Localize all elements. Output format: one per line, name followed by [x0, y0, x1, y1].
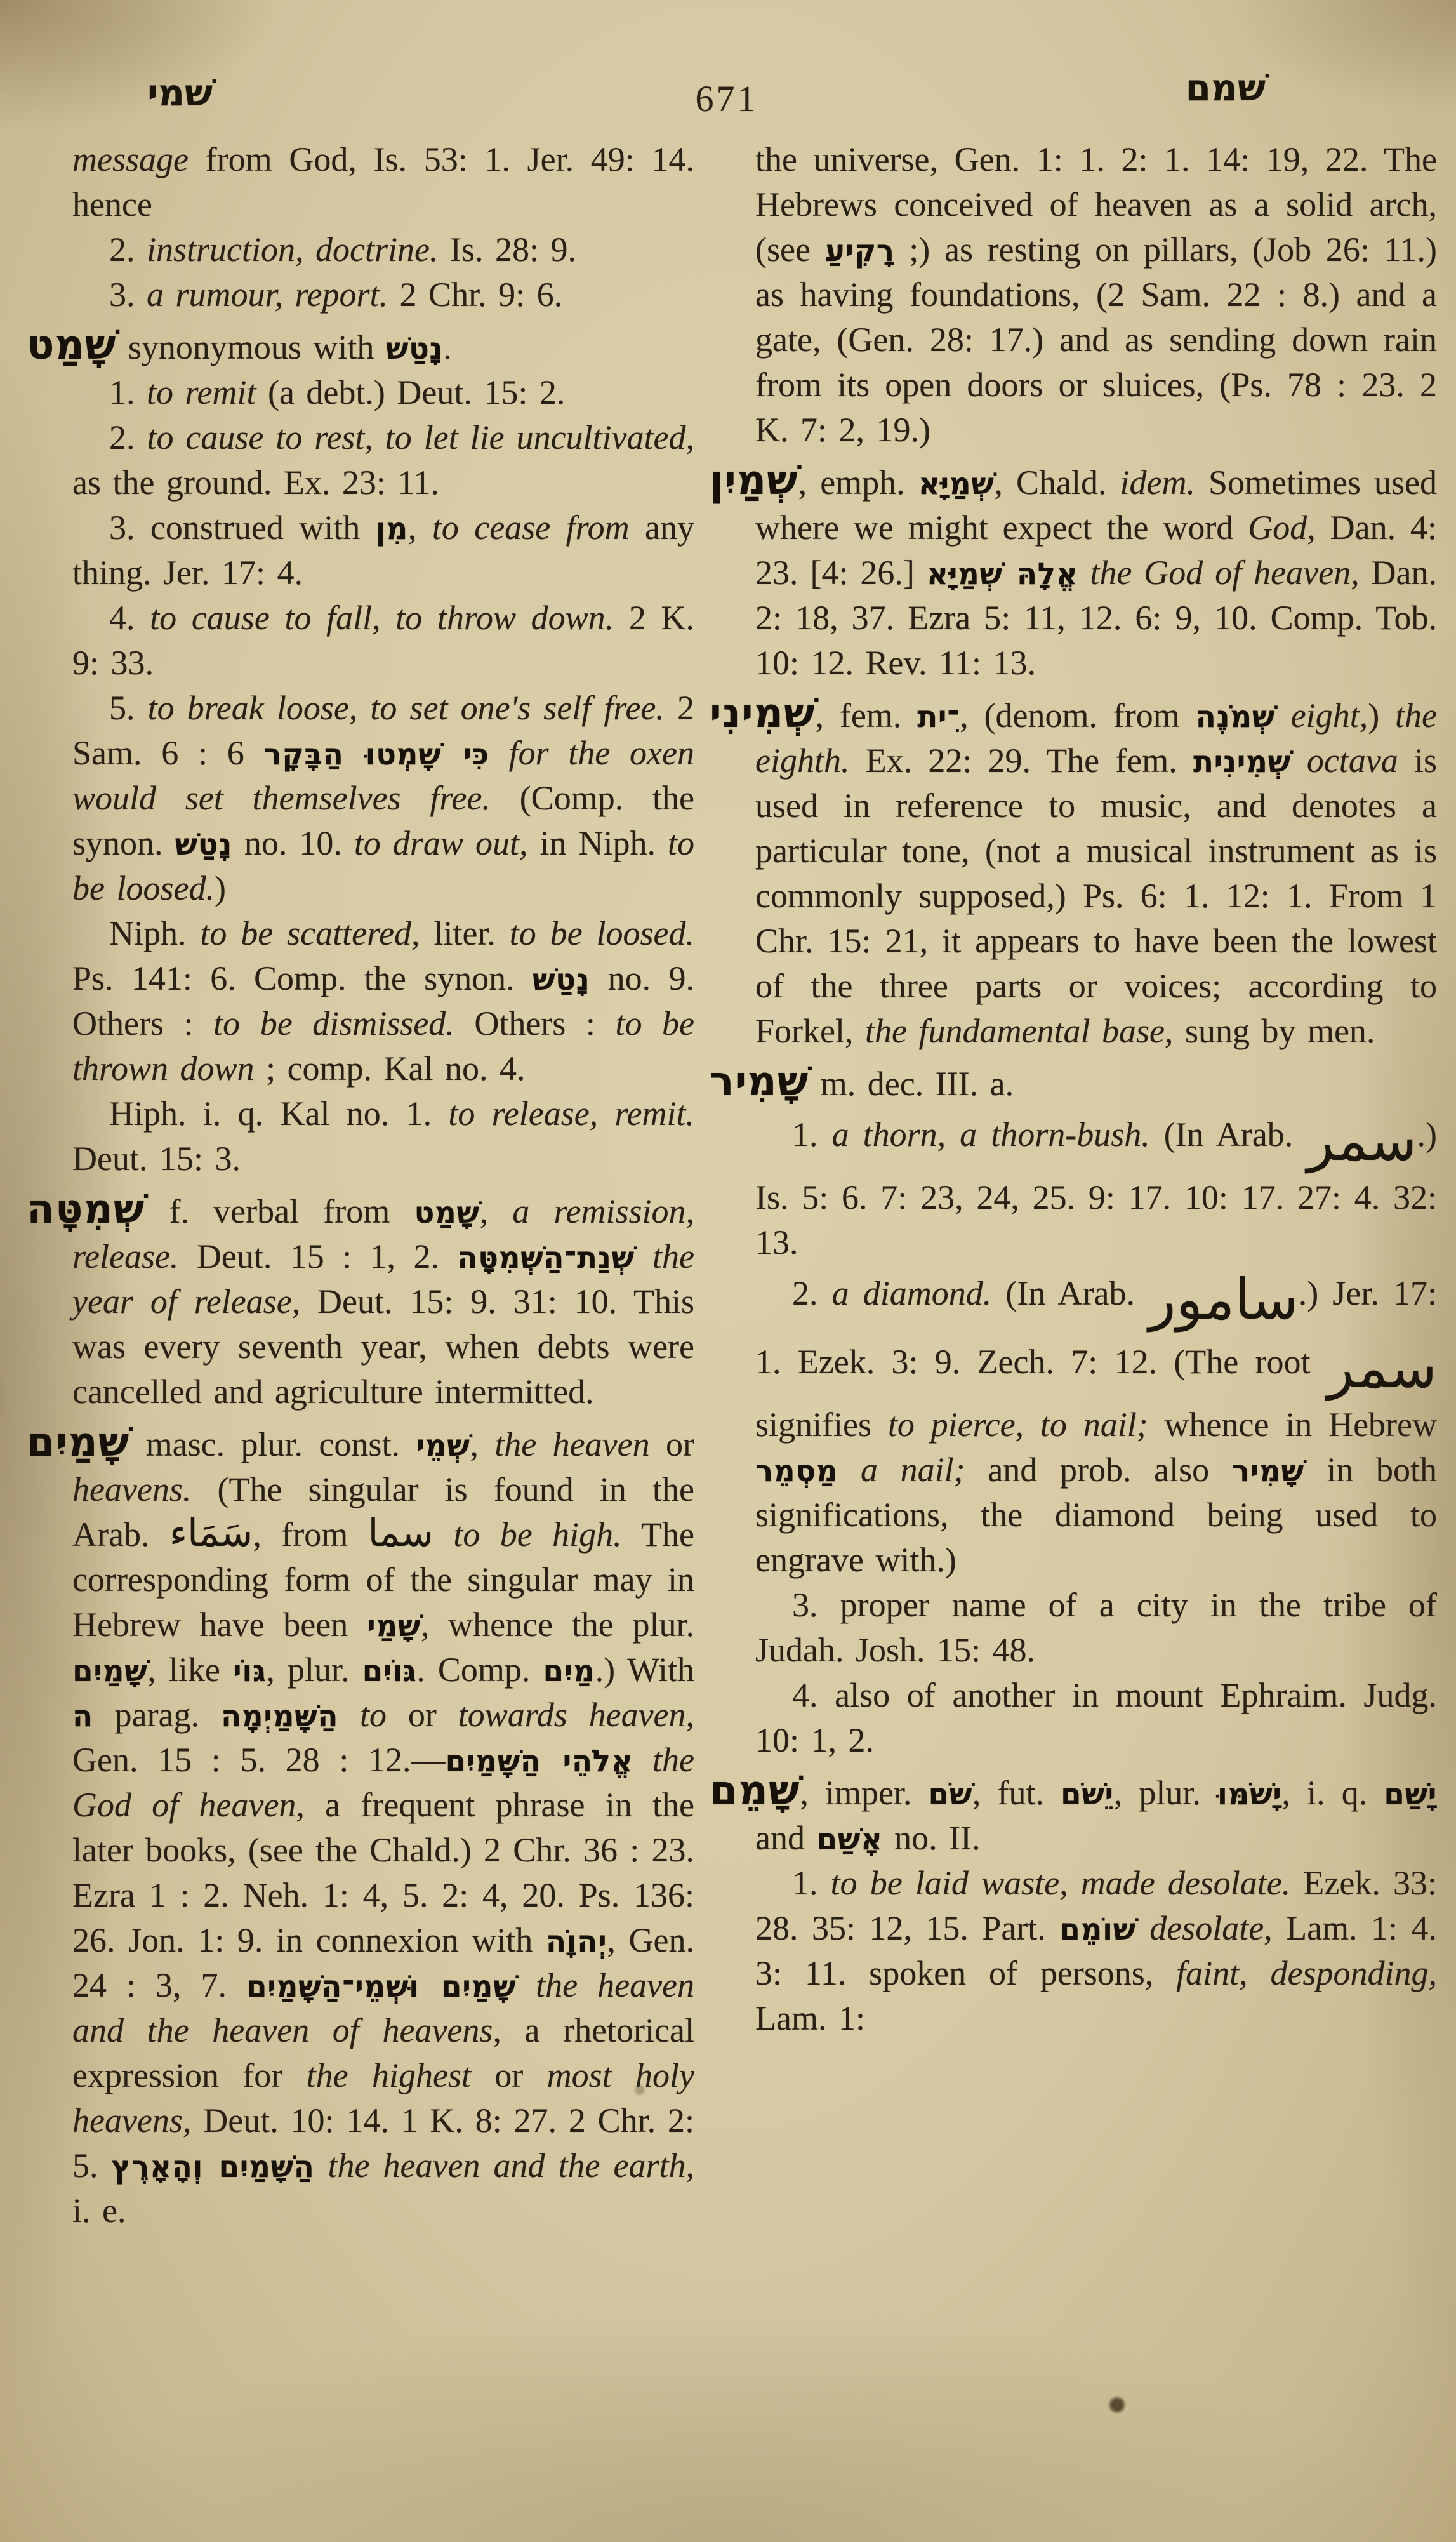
text-run: Gen. 15 : 5. 28 : 12.—: [72, 1741, 446, 1779]
text-run: ,: [470, 1425, 495, 1463]
text-run: (In Arab.: [1149, 1115, 1307, 1154]
text-run: 1.: [109, 373, 147, 411]
entry-paragraph: [27, 322, 694, 370]
text-run: 2 Sam. 6 : 6: [72, 689, 694, 772]
text-run: 3. construed with: [109, 509, 376, 547]
italic-run: the heaven: [494, 1425, 650, 1463]
hebrew-word: שְׁמֵי: [416, 1428, 470, 1463]
text-run: [489, 734, 509, 772]
italic-run: to draw out,: [354, 824, 528, 862]
hebrew-word: מַיִם: [543, 1654, 595, 1689]
arabic-word-large: سمر: [1327, 1335, 1437, 1401]
text-run: 5.: [109, 689, 148, 727]
paragraph: [72, 227, 694, 272]
text-run: (In Arab.: [991, 1274, 1149, 1312]
paragraph: [755, 1583, 1437, 1673]
italic-run: to pierce, to nail;: [887, 1406, 1148, 1444]
text-run: 2.: [792, 1274, 832, 1312]
text-run: 1.: [792, 1115, 832, 1154]
text-run: in Niph.: [527, 824, 668, 862]
text-run: masc. plur. const.: [129, 1425, 416, 1463]
italic-run: to: [359, 1696, 387, 1734]
text-run: ; comp. Kal no. 4.: [254, 1049, 526, 1088]
text-run: , whence the plur.: [420, 1606, 694, 1644]
paragraph: [72, 137, 694, 227]
text-run: , plur.: [1113, 1774, 1217, 1812]
italic-run: to release, remit.: [448, 1095, 694, 1133]
text-run: , (denom. from: [960, 696, 1196, 735]
italic-run: to be laid waste, made desolate.: [830, 1864, 1291, 1902]
hebrew-word: מִן: [375, 512, 408, 547]
entry-paragraph: [27, 1419, 695, 2233]
text-run: a frequent phrase in the later books, (see the Chald.) 2 Chr. 36 : 23. Ezra 1 : 2. Neh. 1: 4, 5. 2: 4, 20. Ps. 136: 26. Jon. 1: 9. in connexion with: [72, 1786, 694, 1959]
text-run: no. II.: [882, 1819, 981, 1857]
text-run: ): [214, 869, 226, 907]
arabic-word: سما: [367, 1511, 433, 1555]
hebrew-word: אֱלָהּ שְׁמַיָּא: [926, 557, 1078, 592]
text-run: the universe, Gen. 1: 1. 2: 1. 14: 19, 22. The Hebrews conceived of heaven as a solid arch, (see: [755, 140, 1437, 269]
hebrew-word: שָׁמַי: [366, 1609, 421, 1644]
hebrew-word: שְׁנַת־הַשְּׁמִטָּה: [457, 1241, 635, 1275]
paragraph: [755, 1265, 1437, 1583]
hebrew-word: שָׁמַט: [414, 1195, 480, 1230]
hebrew-word: נָטַשׁ: [533, 962, 590, 997]
hebrew-word: שְׁמַיָּא: [918, 467, 995, 502]
italic-run: to cause to fall, to throw down.: [150, 599, 614, 637]
italic-run: the year of release,: [72, 1237, 694, 1321]
page-number: 671: [695, 78, 758, 119]
text-run: whence in Hebrew: [1148, 1406, 1437, 1444]
header-hebrew-right: שׁמם: [1185, 66, 1266, 109]
text-run: 4.: [109, 599, 150, 637]
text-run: or: [649, 1425, 694, 1463]
text-run: , like: [147, 1651, 233, 1689]
text-run: , Gen. 24 : 3, 7.: [72, 1921, 694, 2004]
italic-run: a diamond.: [831, 1274, 992, 1312]
paragraph: [72, 1091, 694, 1181]
text-run: m. dec. III. a.: [809, 1065, 1014, 1103]
hebrew-word: גּוֹיִם: [362, 1654, 417, 1689]
text-run: signifies: [755, 1406, 888, 1444]
italic-run: eight,: [1290, 696, 1368, 735]
text-run: 2.: [109, 230, 147, 269]
text-run: Lam. 1: 4. 3: 11. spoken of persons,: [755, 1909, 1437, 1992]
text-run: 2 Chr. 9: 6.: [388, 276, 563, 314]
text-run: i. e.: [72, 2192, 126, 2230]
hebrew-headword: שָׁמַיִם: [27, 1419, 130, 1466]
italic-run: octava: [1306, 742, 1398, 780]
hebrew-word: שָׁמַיִם וּשְׁמֵי־הַשָּׁמַיִם: [246, 1969, 517, 2004]
text-run: from God, Is. 53: 1. Jer. 49: 14. hence: [72, 140, 694, 223]
text-run: Ezek. 33: 28. 35: 12, 15. Part.: [755, 1864, 1437, 1947]
hebrew-headword: שָׁמִיר: [710, 1058, 809, 1105]
text-run: ;) as resting on pillars, (Job 26: 11.) as having foundations, (2 Sam. 22 : 8.) and a gate, (Gen. 28: 17.) and as sending down rain from its open doors or sluices, (Ps. 78 : 23. 2 K. 7: 2, 19.): [755, 230, 1437, 449]
italic-run: the heaven and the heaven of heavens,: [72, 1966, 694, 2049]
italic-run: instruction, doctrine.: [147, 230, 439, 269]
text-run: [838, 1451, 861, 1489]
text-run: 2 K. 9: 33.: [72, 599, 694, 682]
italic-run: a remission, release.: [72, 1192, 695, 1275]
hebrew-headword: שְׁמִינִי: [710, 690, 816, 737]
hebrew-word: שְׁמִינִית: [1193, 745, 1291, 780]
italic-run: towards heaven,: [458, 1696, 695, 1734]
hebrew-word: אֱלֹהֵי הַשָּׁמַיִם: [445, 1744, 633, 1779]
italic-run: the God of heaven,: [72, 1741, 694, 1824]
text-run: Ex. 22: 29. The fem.: [849, 742, 1193, 780]
italic-run: desolate,: [1149, 1909, 1273, 1947]
text-run: Dan. 2: 18, 37. Ezra 5: 11, 12. 6: 9, 10. Comp. Tob. 10: 12. Rev. 11: 13.: [755, 554, 1438, 682]
text-run: , imper.: [800, 1774, 929, 1812]
hebrew-word: נָטַשׁ: [385, 331, 444, 366]
hebrew-word: יֵשֹׁם: [1061, 1777, 1114, 1812]
text-run: Sometimes used where we might expect the word: [755, 463, 1437, 547]
text-run: a rhetorical expression for: [72, 2011, 694, 2094]
text-run: 1.: [792, 1864, 831, 1902]
italic-run: a nail;: [860, 1451, 965, 1489]
text-run: Deut. 15: 3.: [72, 1140, 241, 1178]
hebrew-word: שְׁמֹנֶה: [1195, 700, 1275, 735]
text-run: Ps. 141: 6. Comp. the synon.: [72, 959, 533, 997]
hebrew-word: הַשָּׁמַיִם וְהָאָרֶץ: [111, 2150, 315, 2185]
text-run: synonymous with: [116, 328, 386, 366]
entry-paragraph: [710, 457, 1438, 686]
text-run: as the ground. Ex. 23: 11.: [72, 463, 439, 502]
hebrew-word: אָשַׁם: [816, 1822, 883, 1857]
text-run: [338, 1696, 360, 1734]
paragraph: [72, 911, 694, 1091]
hebrew-word: שׁוֹמֵם: [1059, 1912, 1136, 1947]
paragraph: [72, 686, 694, 911]
paragraph: [755, 1673, 1437, 1763]
column-left: [27, 137, 694, 2233]
text-run: .) With: [595, 1651, 694, 1689]
text-run: , fem.: [815, 696, 918, 735]
text-run: and: [755, 1819, 817, 1857]
entry-paragraph: [27, 1186, 695, 1414]
text-run: Deut. 15: 9. 31: 10. This was every seventh year, when debts were cancelled and agriculture intermitted.: [72, 1282, 694, 1411]
italic-run: a rumour, report.: [147, 276, 388, 314]
text-run: and prob. also: [965, 1451, 1232, 1489]
paragraph: [72, 415, 694, 505]
entry-paragraph: [710, 690, 1438, 1054]
text-run: , plur.: [266, 1651, 362, 1689]
hebrew-word: מַסְמֵר: [755, 1454, 838, 1489]
header-hebrew-left: שׁמי: [147, 71, 213, 114]
hebrew-word: הַשָּׁמַיְמָה: [220, 1699, 339, 1734]
text-run: 3.: [109, 276, 147, 314]
text-run: [633, 1741, 652, 1779]
text-run: f. verbal from: [145, 1192, 414, 1230]
italic-run: faint, desponding,: [1176, 1954, 1437, 1992]
italic-run: to be high.: [453, 1515, 622, 1554]
paragraph: [72, 505, 694, 596]
hebrew-word: רָקִיעַ: [824, 234, 895, 269]
text-run: Deut. 15 : 1, 2.: [178, 1237, 458, 1275]
text-run: (Comp. the synon.: [72, 779, 694, 862]
hebrew-headword: שָׁמַט: [27, 322, 117, 369]
paragraph: [755, 1861, 1437, 2041]
text-run: Lam. 1:: [755, 1999, 865, 2037]
hebrew-word: שֹׁם: [928, 1777, 972, 1812]
entry-paragraph: [710, 1058, 1437, 1107]
text-run: 3. proper name of a city in the tribe of Judah. Josh. 15: 48.: [755, 1586, 1437, 1669]
running-head: [0, 0, 1456, 119]
text-run: Deut. 10: 14. 1 K. 8: 27. 2 Chr. 2: 5.: [72, 2101, 694, 2185]
hebrew-headword: שָׁמֵם: [710, 1767, 800, 1814]
text-run: , from: [253, 1515, 368, 1554]
italic-run: idem.: [1120, 463, 1195, 502]
text-run: in both significations, the diamond being used to engrave with.): [755, 1451, 1438, 1579]
paragraph: [755, 137, 1437, 453]
text-run: . Comp.: [416, 1651, 543, 1689]
arabic-word: سَمَاء: [169, 1511, 253, 1555]
hebrew-word: שָׁמַיִם: [72, 1654, 148, 1689]
italic-run: for the oxen would set themselves free.: [72, 734, 694, 817]
italic-run: the highest: [306, 2056, 471, 2094]
italic-run: to remit: [147, 373, 256, 411]
italic-run: to be dismissed.: [213, 1004, 454, 1042]
text-run: [1291, 742, 1307, 780]
column-right: [710, 137, 1437, 2233]
italic-run: the heaven and the earth,: [328, 2146, 694, 2185]
paragraph: [72, 370, 694, 415]
text-run: is used in reference to music, and denotes a particular tone, (not a musical instrument as is commonly supposed,) Ps. 6: 1. 12: 1. From 1 Chr. 15: 21, it appears to have been the lowest of the three parts or voices; according to Forkel,: [755, 742, 1437, 1050]
text-run: , i. q.: [1281, 1774, 1384, 1812]
text-run: (a debt.) Deut. 15: 2.: [256, 373, 566, 411]
italic-run: to break loose, to set one's self free.: [147, 689, 665, 727]
text-run: [1136, 1909, 1149, 1947]
entry-paragraph: [710, 1767, 1437, 1861]
hebrew-word: שָׁמִיר: [1231, 1454, 1304, 1489]
text-run: , emph.: [798, 463, 918, 502]
hebrew-word: יְהוָֹה: [545, 1924, 607, 1959]
text-run: Niph.: [109, 914, 201, 952]
italic-run: the fundamental base,: [865, 1012, 1174, 1050]
text-run: [314, 2146, 328, 2185]
text-run: , fut.: [972, 1774, 1061, 1812]
text-run: , Chald.: [994, 463, 1120, 502]
text-run: or: [386, 1696, 458, 1734]
text-run: .: [443, 328, 452, 366]
arabic-word-large: سامور: [1149, 1267, 1299, 1332]
hebrew-word: נָטַשׁ: [175, 827, 232, 862]
italic-run: to be thrown down: [72, 1004, 694, 1088]
text-run: 4. also of another in mount Ephraim. Judg. 10: 1, 2.: [755, 1676, 1437, 1759]
hebrew-headword: שְׁמַיִן: [710, 457, 798, 504]
italic-run: to be loosed.: [72, 824, 695, 907]
text-run: The corresponding form of the singular may in Hebrew have been: [72, 1515, 695, 1644]
text-run: [1275, 696, 1291, 735]
text-run: any thing. Jer. 17: 4.: [72, 509, 695, 592]
text-run: liter.: [420, 914, 510, 952]
italic-run: to cease from: [432, 509, 630, 547]
text-run: [516, 1966, 536, 2004]
text-run: [635, 1237, 652, 1275]
italic-run: to be scattered,: [200, 914, 420, 952]
italic-run: the God of heaven,: [1090, 554, 1360, 592]
text-run: [433, 1515, 453, 1554]
hebrew-word: גּוֹי: [232, 1654, 267, 1689]
text-run: or: [470, 2056, 547, 2094]
text-run: Hiph. i. q. Kal no. 1.: [109, 1095, 449, 1133]
text-run: Others :: [454, 1004, 616, 1042]
hebrew-headword: שְׁמִטָּה: [27, 1186, 145, 1233]
text-run: Is. 28: 9.: [438, 230, 576, 269]
italic-run: most holy heavens,: [72, 2056, 694, 2139]
italic-run: a thorn, a thorn-bush.: [831, 1115, 1150, 1154]
italic-run: God,: [1248, 509, 1316, 547]
text-run: (The singular is found in the Arab.: [72, 1470, 694, 1554]
text-run: ,: [479, 1192, 513, 1230]
hebrew-word: כִּי שָׁמְטוּ הַבָּקָר: [263, 737, 489, 772]
hebrew-word: יָשֹׁמּוּ: [1217, 1777, 1282, 1812]
text-run: sung by men.: [1173, 1012, 1375, 1050]
arabic-word-large: سمر: [1307, 1108, 1417, 1173]
text-run: [1078, 554, 1090, 592]
italic-run: message: [72, 140, 189, 178]
paragraph: [755, 1107, 1437, 1265]
hebrew-word: ־ִית: [917, 700, 960, 735]
text-run: no. 10.: [232, 824, 354, 862]
text-run: Dan. 4: 23. [4: 26.]: [755, 509, 1438, 592]
text-run: 2.: [109, 418, 147, 456]
text-run: ,: [407, 509, 432, 547]
text-run: parag.: [93, 1696, 221, 1734]
text-run: no. 9. Others :: [72, 959, 695, 1042]
italic-run: the eighth.: [755, 696, 1438, 780]
text-run: .) Is. 5: 6. 7: 23, 24, 25. 9: 17. 10: 17. 27: 4. 32: 13.: [755, 1115, 1437, 1261]
italic-run: to cause to rest, to let lie uncultivated,: [147, 418, 694, 456]
paragraph: [72, 272, 694, 317]
italic-run: to be loosed.: [509, 914, 695, 952]
text-columns: [0, 95, 1456, 2233]
text-run: .) Jer. 17: 1. Ezek. 3: 9. Zech. 7: 12. (The root: [755, 1274, 1438, 1381]
hebrew-word: ה: [72, 1699, 93, 1734]
italic-run: heavens.: [72, 1470, 192, 1508]
hebrew-word: יָשַׁם: [1384, 1777, 1437, 1812]
text-run: ): [1368, 696, 1396, 735]
paragraph: [72, 596, 694, 686]
